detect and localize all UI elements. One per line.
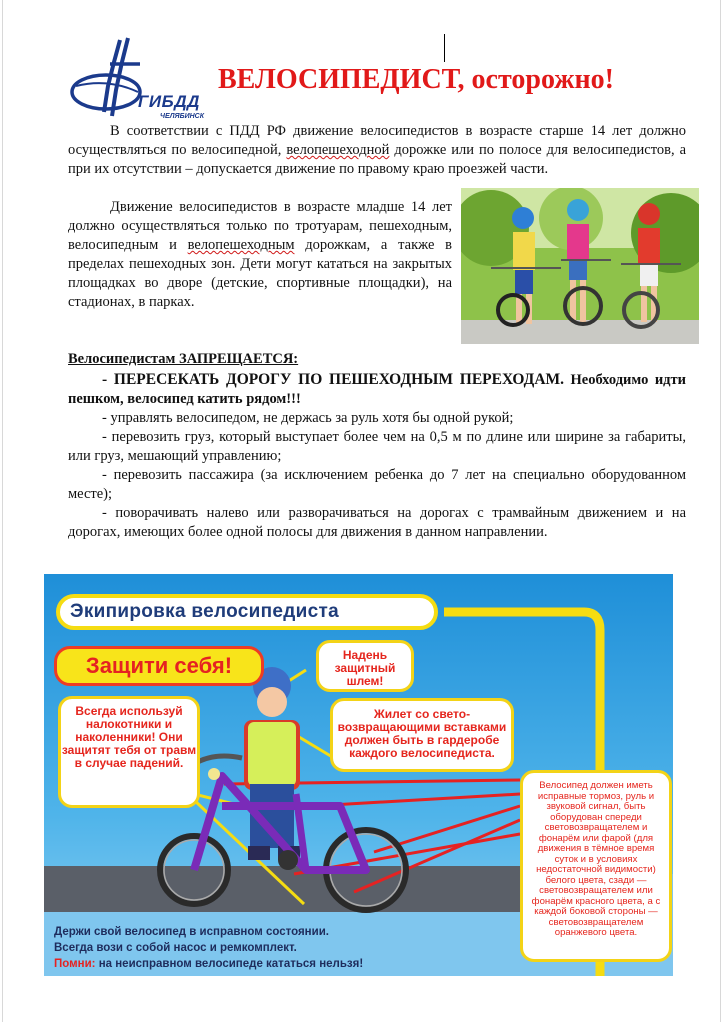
intro-paragraph-1 (68, 122, 686, 179)
prohibited-item: - перевозить пассажира (за исключением ребенка до 7 лет на специально оборудованном месте); (68, 467, 686, 502)
intro-p2-text-b: дорожкам, а также в пределах пешеходных зон. Дети могут кататься на закрытых площадках во дворе (детские, спортивные площадки), на стадионах, в парках. (68, 237, 453, 310)
prohibited-item: - перевозить груз, который выступает более чем на 0,5 м по длине или ширине за габариты, или груз, мешающий управлению; (68, 429, 686, 464)
intro-p1-text-b: дорожке или по полосе для велосипедистов, а при их отсутствии – допускается движение по правому краю проезжей части. (68, 142, 687, 177)
logo-brand-text: ГИБДД (138, 92, 200, 111)
poster-footer-warning: на неисправном велосипеде кататься нельзя! (95, 958, 364, 970)
poster-footer-line: Всегда вози с собой насос и ремкомплект. (54, 942, 297, 954)
intro-p2-text-a: Движение велосипедистов в возрасте младше 14 лет должно осуществляться только по тротуарам, пешеходным, велосипедным и (68, 199, 452, 253)
prohibited-list (68, 370, 686, 542)
prohibited-item: - управлять велосипедом, не держась за руль хотя бы одной рукой; (102, 410, 514, 426)
intro-p1-text-a: В соответствии с ПДД РФ движение велосипедистов в возрасте старше 14 лет должно осуществляться по велосипедной, (68, 123, 686, 158)
text-cursor (444, 34, 445, 62)
gibdd-logo (68, 34, 205, 124)
logo-city-text: ЧЕЛЯБИНСК (160, 113, 205, 120)
poster-protect-banner: Защити себя! (54, 646, 264, 686)
prohibited-crossing-note: Необходимо идти пешком, велосипед катить рядом!!! (68, 372, 686, 407)
elbow-pads-bubble: Всегда используй налокотники и наколенники! Они защитят тебя от травм в случае падений. (58, 696, 200, 808)
prohibited-title: Велосипедистам ЗАПРЕЩАЕТСЯ: (68, 351, 299, 367)
poster-footer-line (54, 956, 514, 972)
cyclist-equipment-poster (44, 574, 673, 976)
poster-footer-line: Держи свой велосипед в исправном состоянии. (54, 926, 329, 938)
poster-footer (54, 924, 514, 972)
poster-footer-remember: Помни: (54, 958, 96, 970)
vest-bubble: Жилет со свето-возвращающими вставками должен быть в гардеробе каждого велосипедиста. (330, 698, 514, 772)
poster-header: Экипировка велосипедиста (56, 594, 438, 630)
prohibited-item: - поворачивать налево или разворачиваться на дорогах с трамвайным движением и на дорогах, имеющих более одной полосы для движения в данном направлении. (68, 505, 686, 540)
bike-requirements-bubble: Велосипед должен иметь исправные тормоз, руль и звуковой сигнал, быть оборудован спереди световозвращателем и фонарём или фарой (для движения в тёмное время суток и в условиях недостаточной видимости) белого цвета, сзади — световозвращателем или фонарём красного цвета, а с каждой боковой стороны — световозвращателем оранжевого цвета. (520, 770, 672, 962)
page-title: ВЕЛОСИПЕДИСТ, осторожно! (218, 64, 615, 95)
prohibited-item (68, 370, 686, 409)
kids-cyclists-photo (461, 188, 699, 344)
intro-paragraph-2 (68, 198, 452, 312)
spellcheck-word: велопешеходной (286, 142, 390, 158)
helmet-bubble: Надень защитный шлем! (316, 640, 414, 692)
spellcheck-word: велопешеходным (187, 237, 295, 253)
prohibited-crossing-text: - ПЕРЕСЕКАТЬ ДОРОГУ ПО ПЕШЕХОДНЫМ ПЕРЕХОДАМ. (102, 371, 565, 388)
